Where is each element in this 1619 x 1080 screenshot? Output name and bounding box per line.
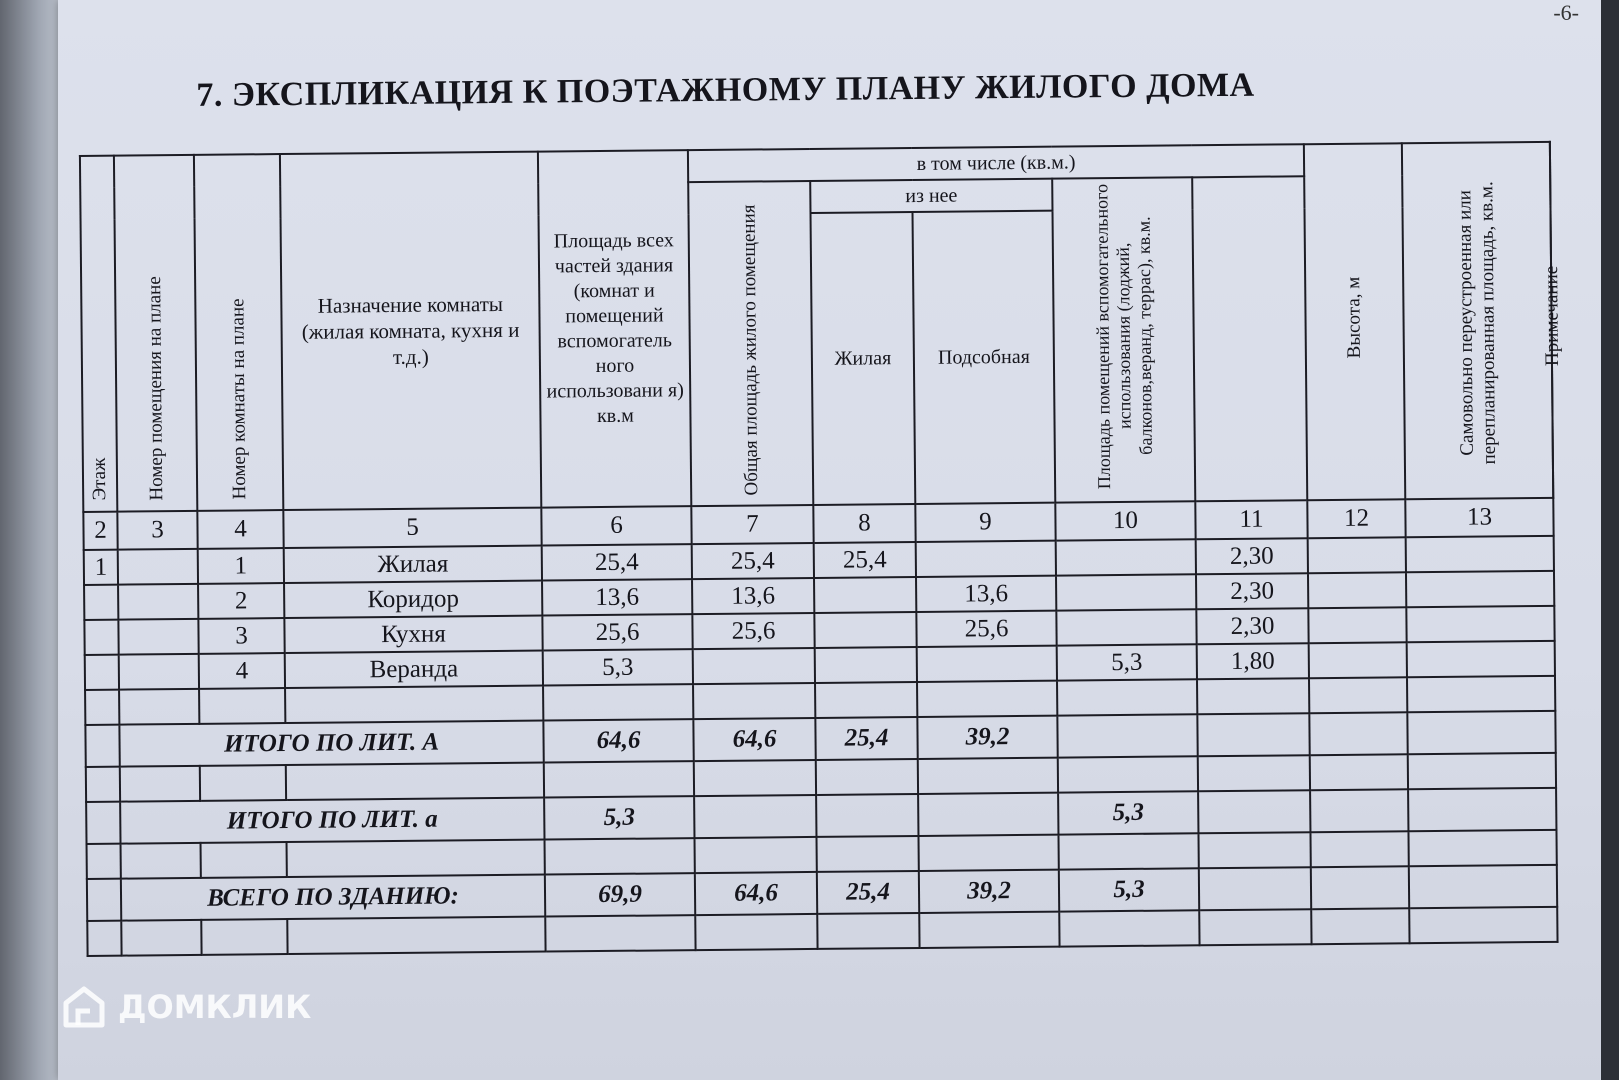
total-area: 69,9 [545, 873, 695, 916]
cell-room: 1 [198, 548, 284, 584]
header-premise-number: Номер помещения на плане [114, 155, 197, 512]
cell-auxiliary [916, 541, 1056, 577]
explication-table [79, 141, 1564, 957]
cell-purpose: Коридор [284, 581, 542, 618]
cell-aux-premises: 5,3 [1057, 644, 1197, 680]
cell-floor: 1 [84, 550, 118, 585]
header-of-which: из нее [810, 179, 1052, 213]
cell-room: 3 [198, 618, 284, 654]
cell-note [1406, 606, 1554, 642]
header-floor: Этаж [80, 156, 117, 512]
cell-total: 13,6 [542, 579, 692, 615]
document-title: 7. ЭКСПЛИКАЦИЯ К ПОЭТАЖНОМУ ПЛАНУ ЖИЛОГО ДОМА [196, 66, 1255, 114]
total-label: ИТОГО ПО ЛИТ. а [120, 798, 544, 844]
background-edge [1601, 0, 1619, 1080]
watermark-text: ДОМКЛИК [118, 988, 312, 1026]
cell-auxiliary: 25,6 [916, 611, 1056, 647]
cell-unauthorized [1309, 642, 1407, 678]
column-number: 11 [1195, 500, 1307, 539]
cell-unauthorized [1308, 537, 1406, 573]
total-area: 64,6 [543, 719, 693, 762]
cell-living-total: 25,4 [692, 543, 814, 579]
header-note: Примечание [1550, 142, 1553, 498]
total-aux-premises [1057, 714, 1197, 757]
cell-total: 5,3 [543, 649, 693, 685]
cell-living-total [693, 648, 815, 684]
cell-aux-premises [1056, 574, 1196, 610]
total-aux-premises: 5,3 [1058, 791, 1198, 834]
cell-room: 4 [199, 653, 285, 689]
total-living-total [694, 795, 816, 838]
column-number: 2 [83, 512, 117, 550]
column-number: 12 [1307, 499, 1405, 538]
cell-auxiliary [917, 646, 1057, 682]
column-number: 7 [691, 505, 813, 544]
cell-room: 2 [198, 583, 284, 619]
total-label: ВСЕГО ПО ЗДАНИЮ: [121, 875, 545, 921]
cell-living: 25,4 [814, 542, 916, 578]
cell-floor [85, 655, 119, 690]
cell-living-total: 25,6 [692, 613, 814, 649]
total-auxiliary: 39,2 [917, 716, 1057, 759]
total-living: 25,4 [817, 871, 919, 914]
header-unauthorized: Самовольно переустроенная или перепланированная площадь, кв.м. [1402, 142, 1553, 499]
cell-note [1406, 536, 1554, 572]
header-height: Высота, м [1304, 143, 1405, 500]
column-number: 13 [1405, 498, 1553, 537]
column-number: 5 [283, 508, 541, 548]
cell-height: 2,30 [1196, 608, 1308, 644]
cell-total: 25,4 [542, 544, 692, 580]
column-number: 8 [813, 504, 915, 543]
cell-purpose: Веранда [285, 651, 543, 688]
header-total-area: Площадь всех частей здания (комнат и помещений вспомогатель ного использовани я) кв.м [538, 150, 691, 507]
house-logo-icon [62, 985, 106, 1029]
cell-aux-premises [1056, 539, 1196, 575]
column-number: 4 [197, 510, 283, 549]
header-purpose: Назначение комнаты (жилая комната, кухня и т.д.) [280, 152, 541, 510]
header-living-total: Общая площадь жилого помещения [688, 181, 813, 506]
cell-purpose: Жилая [284, 546, 542, 583]
cell-aux-premises [1056, 609, 1196, 645]
cell-purpose: Кухня [284, 616, 542, 653]
cell-total: 25,6 [542, 614, 692, 650]
cell-premise [119, 654, 199, 690]
column-number: 9 [915, 503, 1055, 542]
total-living [816, 794, 918, 837]
cell-note [1407, 641, 1555, 677]
total-aux-premises: 5,3 [1059, 868, 1199, 911]
page-number-mark: -6- [1553, 0, 1579, 25]
total-auxiliary [918, 793, 1058, 836]
column-number: 10 [1055, 501, 1195, 540]
total-auxiliary: 39,2 [919, 870, 1059, 913]
column-number: 3 [117, 511, 197, 550]
cell-premise [118, 549, 198, 585]
header-auxiliary: Подсобная [912, 211, 1055, 504]
cell-living [814, 612, 916, 648]
cell-auxiliary: 13,6 [916, 576, 1056, 612]
cell-floor [84, 620, 118, 655]
cell-height: 2,30 [1196, 538, 1308, 574]
header-including: в том числе (кв.м.) [688, 144, 1304, 182]
cell-unauthorized [1308, 607, 1406, 643]
cell-height: 2,30 [1196, 573, 1308, 609]
cell-premise [118, 584, 198, 620]
cell-height: 1,80 [1197, 643, 1309, 679]
domclick-watermark [62, 985, 311, 1029]
total-label: ИТОГО ПО ЛИТ. А [119, 721, 543, 767]
total-living: 25,4 [815, 717, 917, 760]
cell-living [814, 577, 916, 613]
column-number: 6 [541, 506, 691, 545]
cell-note [1406, 571, 1554, 607]
explication-document [78, 46, 1564, 1060]
cell-living [815, 647, 917, 683]
cell-unauthorized [1308, 572, 1406, 608]
cell-living-total: 13,6 [692, 578, 814, 614]
cell-floor [84, 585, 118, 620]
total-living-total: 64,6 [695, 872, 817, 915]
total-area: 5,3 [544, 796, 694, 839]
header-room-number: Номер комнаты на плане [194, 154, 283, 511]
header-living: Жилая [811, 212, 916, 505]
cell-premise [118, 619, 198, 655]
header-aux-premises: Площадь помещений вспомогательного использования (лоджий, балконов,веранд, террас), кв.м. [1052, 177, 1195, 502]
total-living-total: 64,6 [693, 718, 815, 761]
